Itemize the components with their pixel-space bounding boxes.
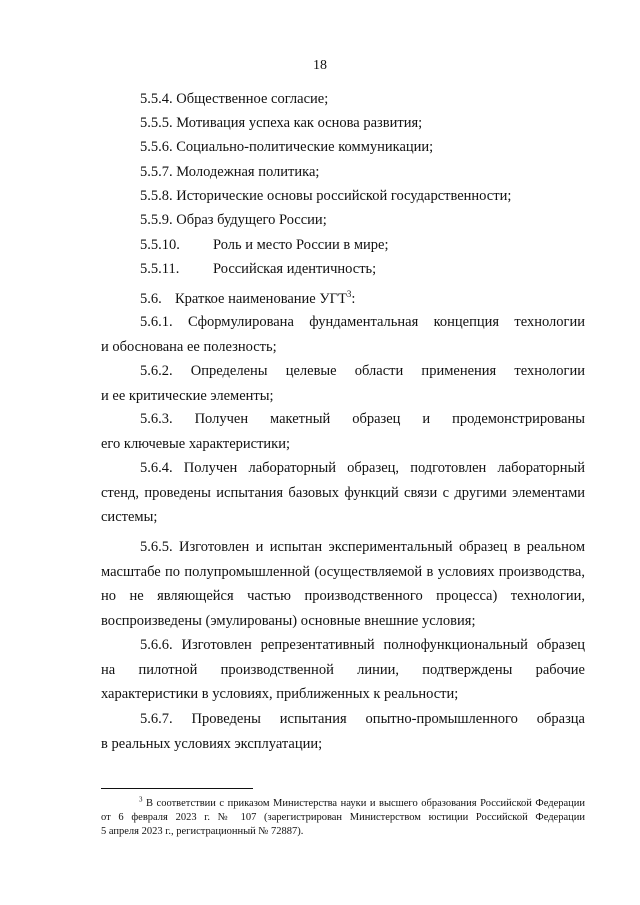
item-code: 5.5.7. [140, 164, 173, 180]
item-text: Краткое наименование УГТ [175, 290, 347, 307]
list-item-5-5-4 [140, 90, 328, 108]
paragraph-5-6-3 [101, 407, 585, 456]
footnote [101, 797, 585, 839]
text-line: на пилотной производственной линии, подтверждены рабочие [101, 661, 585, 678]
item-code: 5.5.5. [140, 115, 173, 131]
text-line: стенд, проведены испытания базовых функций связи с другими элементами [101, 484, 585, 501]
item-text: Исторические основы российской государственности; [176, 188, 512, 204]
item-code: 5.5.6. [140, 139, 173, 155]
text-line: 5.6.7. Проведены испытания опытно-промышленного образца [140, 711, 585, 727]
item-code: 5.5.9. [140, 212, 173, 228]
paragraph-5-6-4 [101, 456, 585, 530]
text-line: характеристики в условиях, приближенных к реальности; [101, 686, 459, 702]
text-line: 5.6.3. Получен макетный образец и продемонстрированы [140, 411, 585, 427]
text-line: системы; [101, 509, 158, 525]
list-item-5-5-7 [140, 163, 319, 181]
text-line: его ключевые характеристики; [101, 435, 291, 452]
item-code: 5.5.10. [140, 237, 180, 253]
footnote-line: от 6 февраля 2023 г. № 107 (зарегистрирован Министерством юстиции Российской Федерации [101, 812, 585, 823]
paragraph-5-6-2 [101, 359, 585, 408]
item-code: 5.5.4. [140, 91, 173, 107]
text-line: 5.6.2. Определены целевые области применения технологии [140, 363, 585, 379]
item-code: 5.5.11. [140, 261, 180, 277]
paragraph-5-6-6 [101, 633, 585, 707]
list-item-5-5-11 [140, 260, 376, 278]
list-item-5-5-10 [140, 236, 389, 254]
text-line: 5.6.4. Получен лабораторный образец, подготовлен лабораторный [140, 460, 585, 476]
footnote-line: 5 апреля 2023 г., регистрационный № 72887). [101, 826, 304, 837]
text-line: 5.6.6. Изготовлен репрезентативный полнофункциональный образец [140, 637, 585, 653]
list-item-5-5-5 [140, 114, 422, 132]
item-text: Образ будущего России; [176, 212, 327, 228]
footnote-text: В соответствии с приказом Министерства науки и высшего образования Российской Федерации [146, 798, 586, 809]
footnote-ref: 3 [346, 289, 352, 299]
item-text: Мотивация успеха как основа развития; [176, 115, 423, 131]
item-text: Общественное согласие; [176, 91, 329, 107]
text-line: 5.6.1. Сформулирована фундаментальная концепция технологии [140, 314, 585, 330]
footnote-separator [101, 788, 253, 789]
paragraph-5-6-1 [101, 310, 585, 359]
list-item-5-5-9 [140, 211, 327, 229]
item-code: 5.6. [140, 290, 162, 307]
text-line: но не являющейся частью производственного процесса) технологии, [101, 588, 585, 604]
page-number: 18 [313, 58, 327, 73]
item-text: Российская идентичность; [213, 261, 377, 277]
text-line: масштабе по полупромышленной (осуществляемой в условиях производства, [101, 563, 585, 580]
text-line: и ее критические элементы; [101, 387, 274, 404]
footnote-mark: 3 [139, 795, 143, 804]
paragraph-5-6-5 [101, 535, 585, 633]
list-item-5-5-8 [140, 187, 511, 205]
item-text-tail: : [351, 290, 356, 307]
text-line: 5.6.5. Изготовлен и испытан экспериментальный образец в реальном [140, 539, 585, 555]
list-item-5-5-6 [140, 138, 433, 156]
section-heading-5-6 [140, 285, 355, 308]
text-line: в реальных условиях эксплуатации; [101, 735, 323, 752]
item-text: Социально-политические коммуникации; [176, 139, 434, 155]
item-text: Роль и место России в мире; [213, 237, 389, 253]
text-line: воспроизведены (эмулированы) основные внешние условия; [101, 612, 476, 629]
item-text: Молодежная политика; [176, 164, 320, 180]
text-line: и обоснована ее полезность; [101, 338, 277, 355]
footnote-line [101, 797, 585, 811]
item-code: 5.5.8. [140, 188, 173, 204]
paragraph-5-6-7 [101, 707, 585, 756]
